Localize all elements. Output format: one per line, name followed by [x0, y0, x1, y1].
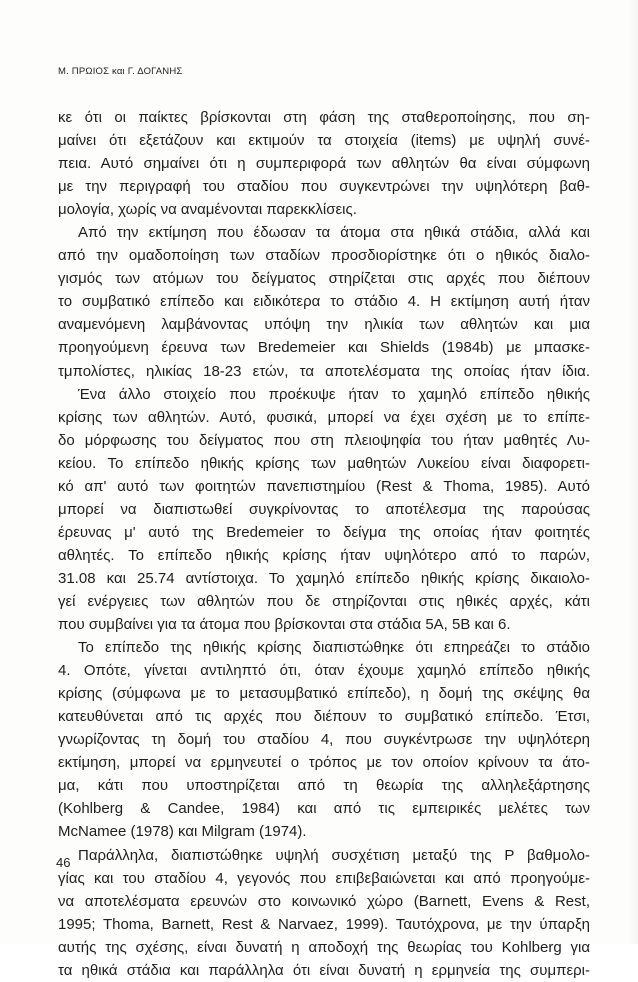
- text-line: Ένα άλλο στοιχείο που προέκυψε ήταν το χαμηλό επίπεδο ηθικής: [78, 385, 590, 403]
- text-line: τα ηθικά στάδια και παράλληλα ότι είναι δυνατή η ερμηνεία της συμπερι-: [58, 961, 590, 979]
- text-line: κε ότι οι παίκτες βρίσκονται στη φάση της σταθεροποίησης, που ση-: [58, 109, 590, 126]
- text-line: εκτίμηση, μπορεί να ερμηνευτεί ο τρόπος με τον οποίον κρίνουν τα άτο-: [58, 754, 590, 772]
- text-line: να αποτελέσματα ερευνών στο κοινωνικό χώρο (Barnett, Evens & Rest,: [58, 892, 590, 910]
- text-line: μα, κάτι που υποστηρίζεται από τη θεωρία της αλληλεξάρτησης: [58, 777, 590, 795]
- text-line: προηγούμενη έρευνα των Bredemeier και Shields (1984b) με μπασκε-: [58, 339, 590, 357]
- text-line: 1995; Thoma, Barnett, Rest & Narvaez, 1999). Ταυτόχρονα, με την ύπαρξη: [58, 915, 590, 933]
- body-text: [58, 106, 590, 982]
- text-line: έρευνας μ' αυτό της Bredemeier το δείγμα της οποίας ήταν φοιτητές: [58, 523, 590, 541]
- text-line: 4. Οπότε, γίνεται αντιληπτό ότι, όταν έχουμε χαμηλό επίπεδο ηθικής: [58, 662, 590, 680]
- text-line: γεί ενέργειες των αθλητών που δε στηρίζονται στις ηθικές αρχές, κάτι: [58, 592, 590, 610]
- text-line: κείου. Το επίπεδο ηθικής κρίσης των μαθητών Λυκείου είναι διαφορετι-: [58, 454, 590, 472]
- page-edge-shadow: [628, 0, 638, 944]
- running-header: Μ. ΠΡΩΙΟΣ και Γ. ΔΟΓΑΝΗΣ: [58, 66, 183, 77]
- text-line: αθλητές. Το επίπεδο ηθικής κρίσης ήταν υψηλότερο από το παρών,: [58, 546, 590, 564]
- text-line: αναμενόμενη λαμβάνοντας υπόψη την ηλικία των αθλητών και μια: [58, 316, 590, 334]
- text-line: γνωρίζοντας τη δομή του σταδίου 4, που συγκέντρωσε την υψηλότερη: [58, 731, 590, 749]
- text-line: κό απ' αυτό των φοιτητών πανεπιστημίου (Rest & Thoma, 1985). Αυτό: [58, 477, 590, 495]
- text-line: 31.08 και 25.74 αντίστοιχα. Το χαμηλό επίπεδο ηθικής κρίσης δικαιολο-: [58, 569, 590, 587]
- text-line: το συμβατικό επίπεδο και ειδικότερα το στάδιο 4. Η εκτίμηση αυτή ήταν: [58, 293, 590, 311]
- text-line: πεια. Αυτό σημαίνει ότι η συμπεριφορά των αθλητών θα είναι σύμφωνη: [58, 155, 590, 173]
- text-line: (Kohlberg & Candee, 1984) και από τις εμπειρικές μελέτες των: [58, 800, 590, 818]
- text-line: κρίσης των αθλητών. Αυτό, φυσικά, μπορεί να έχει σχέση με το επίπε-: [58, 408, 590, 426]
- page-number: 46: [56, 855, 71, 870]
- text-line: γίας και του σταδίου 4, γεγονός που επιβεβαιώνεται και από προηγούμε-: [58, 869, 590, 887]
- text-line: γισμός των ατόμων του δείγματος στηρίζεται στις αρχές που διέπουν: [58, 270, 590, 288]
- text-line: Παράλληλα, διαπιστώθηκε υψηλή συσχέτιση μεταξύ της P βαθμολο-: [78, 846, 590, 864]
- text-line: που συμβαίνει για τα άτομα που βρίσκονται στα στάδια 5Α, 5Β και 6.: [58, 616, 511, 634]
- text-line: τμπολίστες, ηλικίας 18-23 ετών, τα αποτελέσματα της οποίας ήταν ίδια.: [58, 362, 590, 380]
- text-line: μαίνει ότι εξετάζουν και εκτιμούν τα στοιχεία (items) με υψηλή συνέ-: [58, 132, 590, 150]
- text-line: κατευθύνεται από τις αρχές που διέπουν το συμβατικό επίπεδο. Έτσι,: [58, 708, 590, 726]
- text-line: μπορεί να διαπιστωθεί συγκρίνοντας το αποτέλεσμα της παρούσας: [58, 500, 590, 518]
- text-line: κρίσης (σύμφωνα με το μετασυμβατικό επίπεδο), η δομή της σκέψης θα: [58, 685, 590, 703]
- text-line: αυτής της σχέσης, είναι δυνατή η αποδοχή της θεωρίας του Kohlberg για: [58, 938, 590, 956]
- text-line: μολογία, χωρίς να αναμένονται παρεκκλίσεις.: [58, 201, 357, 219]
- text-line: Το επίπεδο της ηθικής κρίσης διαπιστώθηκε ότι επηρεάζει το στάδιο: [78, 639, 590, 657]
- text-line: από την ομαδοποίηση των σταδίων προσδιορίστηκε ότι ο ηθικός διαλο-: [58, 247, 590, 265]
- text-line: McNamee (1978) και Milgram (1974).: [58, 823, 307, 841]
- text-line: δο μόρφωσης του δείγματος που στη πλειοψηφία του ήταν μαθητές Λυ-: [58, 431, 590, 449]
- text-line: με την περιγραφή του σταδίου που συγκεντρώνει την υψηλότερη βαθ-: [58, 178, 590, 196]
- text-line: Από την εκτίμηση που έδωσαν τα άτομα στα ηθικά στάδια, αλλά και: [78, 224, 590, 242]
